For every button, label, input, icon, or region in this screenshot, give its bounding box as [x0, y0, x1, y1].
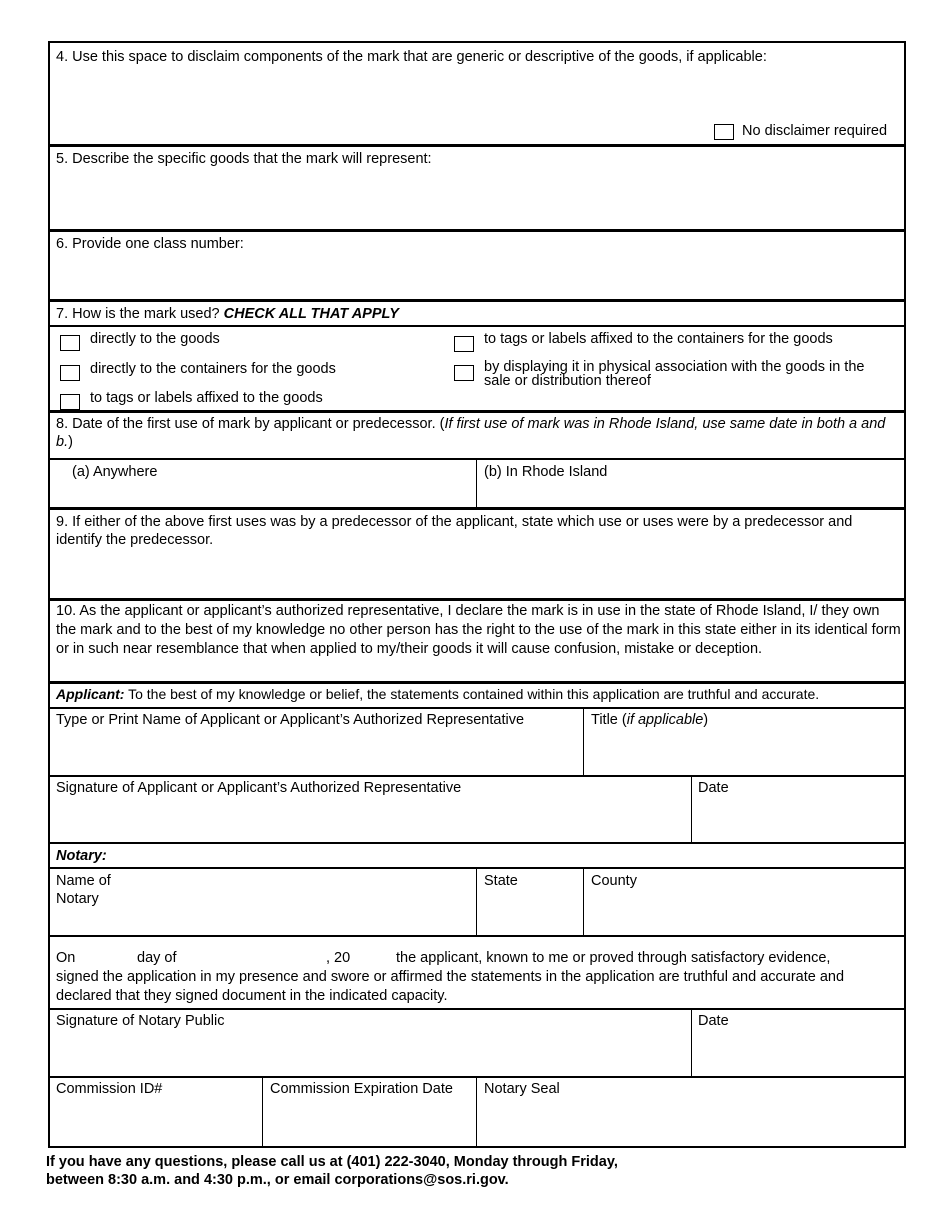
q5-goods-field[interactable]: [54, 171, 900, 228]
commission-expiration-field[interactable]: [266, 1101, 472, 1143]
divider: [476, 869, 477, 935]
divider: [583, 709, 584, 775]
notary-name-label: Name of Notary: [56, 873, 111, 907]
divider: [50, 935, 904, 937]
q7-label: 7. How is the mark used? CHECK ALL THAT APPLY: [56, 306, 399, 322]
notary-attest-rest: signed the application in my presence and swore or affirmed the statements in the application are truthful and accurate and declared that they signed document in the indicated capacity.: [56, 969, 845, 1004]
divider: [50, 707, 904, 709]
divider: [50, 867, 904, 869]
applicant-name-field[interactable]: [54, 733, 580, 773]
divider: [476, 1078, 477, 1146]
divider: [50, 775, 904, 777]
use-tags-goods-label: to tags or labels affixed to the goods: [90, 390, 323, 406]
notary-month-field[interactable]: [190, 947, 322, 967]
notary-county-field[interactable]: [587, 893, 900, 933]
q4-disclaimer-field[interactable]: [54, 69, 704, 143]
q8b-label: (b) In Rhode Island: [484, 464, 608, 480]
notary-year-field[interactable]: [354, 947, 390, 967]
use-tags-containers-checkbox[interactable]: [454, 336, 474, 352]
divider: [50, 299, 904, 302]
divider: [50, 1008, 904, 1010]
notary-on-text: On: [56, 950, 76, 966]
divider: [262, 1078, 263, 1146]
notary-name-field[interactable]: [120, 873, 472, 933]
use-directly-containers-checkbox[interactable]: [60, 365, 80, 381]
divider: [50, 144, 904, 147]
q9-predecessor-field[interactable]: [54, 553, 900, 597]
no-disclaimer-label: No disclaimer required: [742, 123, 888, 139]
use-directly-goods-checkbox[interactable]: [60, 335, 80, 351]
notary-seal-area[interactable]: [480, 1101, 900, 1143]
commission-expiration-label: Commission Expiration Date: [270, 1081, 453, 1097]
trademark-form: [48, 41, 906, 1148]
contact-footer: If you have any questions, please call us at (401) 222-3040, Monday through Friday, between 8:30 a.m. and 4:30 p.m., or email corporations@sos.ri.gov.: [46, 1154, 618, 1188]
no-disclaimer-checkbox[interactable]: [714, 124, 734, 140]
commission-id-field[interactable]: [54, 1101, 259, 1143]
notary-year-prefix: , 20: [326, 950, 351, 966]
q8a-date-field[interactable]: [54, 483, 474, 505]
notary-signature-field[interactable]: [54, 1033, 686, 1073]
notary-state-field[interactable]: [480, 893, 580, 933]
use-tags-containers-label: to tags or labels affixed to the containers for the goods: [484, 331, 833, 347]
divider: [50, 229, 904, 232]
q8a-label: (a) Anywhere: [72, 464, 158, 480]
q4-label: 4. Use this space to disclaim components of the mark that are generic or descriptive of the goods, if applicable:: [56, 49, 767, 65]
notary-date-label: Date: [698, 1013, 729, 1029]
notary-seal-label: Notary Seal: [484, 1081, 560, 1097]
divider: [50, 1076, 904, 1078]
applicant-date-label: Date: [698, 780, 729, 796]
notary-state-label: State: [484, 873, 518, 889]
q6-class-number-field[interactable]: [54, 256, 900, 298]
notary-day-field[interactable]: [80, 947, 130, 967]
q8b-date-field[interactable]: [480, 483, 900, 505]
divider: [50, 598, 904, 601]
q5-label: 5. Describe the specific goods that the mark will represent:: [56, 151, 432, 167]
divider: [50, 507, 904, 510]
applicant-signature-field[interactable]: [54, 801, 686, 841]
divider: [476, 460, 477, 507]
q7-emphasis: CHECK ALL THAT APPLY: [223, 306, 399, 322]
applicant-statement: Applicant: To the best of my knowledge or belief, the statements contained within this application are truthful and accurate.: [56, 686, 820, 702]
notary-attest-line1: the applicant, known to me or proved through satisfactory evidence,: [396, 950, 831, 966]
applicant-name-label: Type or Print Name of Applicant or Applicant’s Authorized Representative: [56, 712, 525, 728]
applicant-date-field[interactable]: [695, 801, 900, 841]
use-directly-goods-label: directly to the goods: [90, 331, 220, 347]
divider: [50, 458, 904, 460]
divider: [691, 1010, 692, 1076]
divider: [50, 325, 904, 327]
q6-label: 6. Provide one class number:: [56, 236, 244, 252]
use-tags-goods-checkbox[interactable]: [60, 394, 80, 410]
divider: [583, 869, 584, 935]
divider: [50, 842, 904, 844]
notary-county-label: County: [591, 873, 637, 889]
applicant-title-field[interactable]: [587, 733, 900, 773]
commission-id-label: Commission ID#: [56, 1081, 163, 1097]
q10-declaration: 10. As the applicant or applicant’s authorized representative, I declare the mark is in use in the state of Rhode Island, I/ they own the mark and to the best of my knowledge no other person has the right to the use of the mark in this state either in its identical form or in such near resemblance that when applied to my/their goods it will cause confusion, mistake or deception.: [56, 603, 901, 657]
divider: [50, 410, 904, 413]
use-directly-containers-label: directly to the containers for the goods: [90, 361, 336, 377]
notary-date-field[interactable]: [695, 1033, 900, 1073]
use-displaying-checkbox[interactable]: [454, 365, 474, 381]
divider: [50, 681, 904, 684]
divider: [691, 777, 692, 843]
q8-label: 8. Date of the first use of mark by applicant or predecessor. (If first use of mark was in Rhode Island, use same date in both a and b.): [56, 416, 886, 450]
notary-day-of-text: day of: [137, 950, 177, 966]
use-displaying-label: by displaying it in physical association with the goods in the sale or distribution thereof: [484, 359, 865, 389]
q9-label: 9. If either of the above first uses was by a predecessor of the applicant, state which use or uses were by a predecessor and identify the predecessor.: [56, 514, 853, 548]
notary-heading: Notary:: [56, 848, 107, 864]
applicant-signature-label: Signature of Applicant or Applicant’s Authorized Representative: [56, 780, 462, 796]
applicant-title-label: Title (if applicable): [591, 712, 709, 728]
notary-signature-label: Signature of Notary Public: [56, 1013, 225, 1029]
